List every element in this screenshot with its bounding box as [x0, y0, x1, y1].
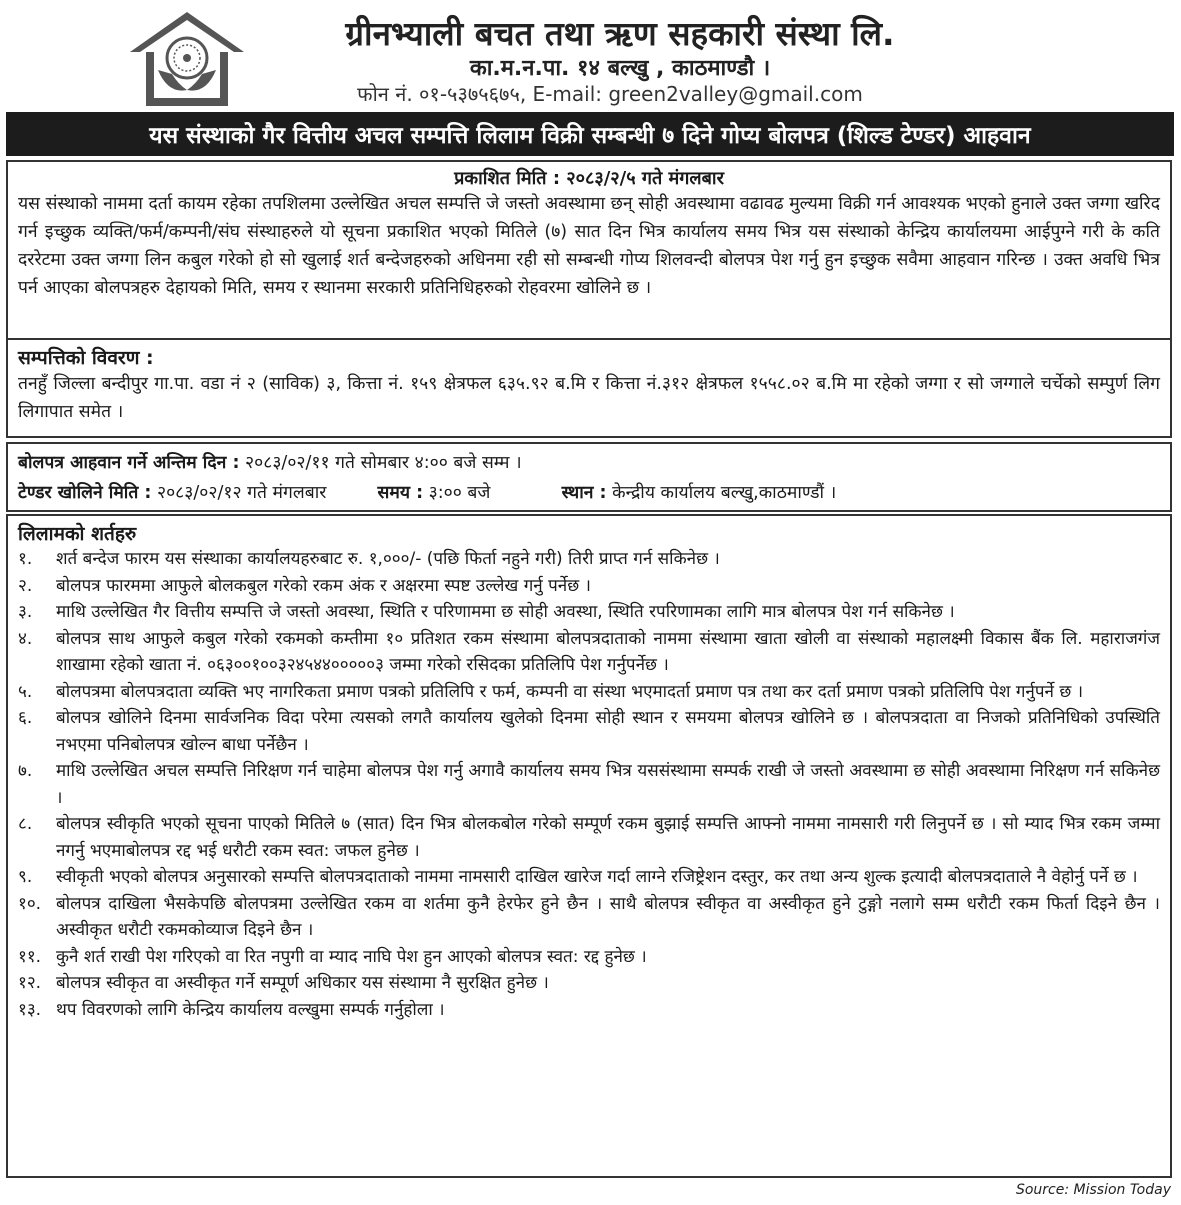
cooperative-logo-icon: [128, 8, 246, 108]
source-credit: Source: Mission Today: [1015, 1182, 1171, 1198]
notice-box: [6, 160, 1172, 340]
term-number: १.: [18, 549, 33, 569]
term-text: माथि उल्लेखित अचल सम्पत्ति निरिक्षण गर्न चाहेमा बोलपत्र पेश गर्नु अगावै कार्यालय समय भित्र यससंस्थामा सम्पर्क राखी जे जस्तो अवस्थामा छ सोही अवस्थामा निरिक्षण गर्न सकिनेछ ।: [56, 761, 1160, 808]
term-item: [18, 626, 1160, 679]
open-value: २०८३/०२/१२ गते मंगलबार: [156, 483, 327, 503]
term-text: बोलपत्र स्वीकृत वा अस्वीकृत गर्ने सम्पूर्ण अधिकार यस संस्थामा नै सुरक्षित हुनेछ ।: [56, 973, 549, 993]
org-address: का.म.न.पा. १४ बल्खु , काठमाण्डौ ।: [469, 56, 771, 81]
term-number: ३.: [18, 602, 33, 622]
property-text: तनहुँ जिल्ला बन्दीपुर गा.पा. वडा नं २ (साविक) ३, कित्ता नं. १५९ क्षेत्रफल ६३५.९२ ब.मि र कित्ता नं.३१२ क्षेत्रफल १५५८.०२ ब.मि मा रहेको जग्गा र सो जग्गाले चर्चेको सम्पुर्ण लिग लिगापात समेत ।: [18, 374, 1160, 422]
term-text: थप विवरणको लागि केन्द्रिय कार्यालय वल्खुमा सम्पर्क गर्नुहोला ।: [56, 999, 445, 1020]
notice-body: यस संस्थाको नाममा दर्ता कायम रहेका तपशिलमा उल्लेखित अचल सम्पत्ति जे जस्तो अवस्थामा छन् सोही अवस्थामा वढावढ मुल्यमा विक्री गर्न आवश्यक भएको हुनाले उक्त जग्गा खरिद गर्न इच्छुक व्यक्ति/फर्म/कम्पनी/संघ संस्थाहरुले यो सूचना प्रकाशित भएको मितिले (७) सात दिन भित्र कार्यालय समय भित्र यस संस्थाको केन्द्रिय कार्यालयमा आईपुग्ने गरी के कति दररेटमा उक्त जग्गा लिन कबुल गरेको हो सो खुलाई शर्त बन्देजहरुको अधिनमा रही सो सम्बन्धी गोप्य शिलवन्दी बोलपत्र पेश गर्नु हुन इच्छुक सवैमा आहवान गरिन्छ । उक्त अवधि भित्र पर्न आएका बोलपत्रहरु देहायको मिति, समय र स्थानमा सरकारी प्रतिनिधिहरुको रोहवरमा खोलिने छ ।: [18, 194, 1160, 298]
term-item: [18, 758, 1160, 811]
deadline-line: [8, 448, 1170, 478]
term-number: ५.: [18, 681, 33, 702]
term-number: २.: [18, 575, 33, 596]
org-contact: फोन नं. ०१-५३७५६७५, E-mail: green2valley@gmail.com: [357, 82, 863, 106]
term-text: शर्त बन्देज फारम यस संस्थाका कार्यालयहरुबाट रु. १,०००/- (पछि फिर्ता नहुने गरी) तिरी प्राप्त गर्न सकिनेछ ।: [56, 549, 720, 569]
term-number: १२.: [18, 973, 42, 993]
term-item: [18, 997, 1160, 1024]
term-number: ७.: [18, 761, 33, 781]
term-item: [18, 546, 1160, 573]
terms-list: [8, 546, 1170, 1023]
term-number: १०.: [18, 893, 42, 914]
term-text: बोलपत्र दाखिला भैसकेपछि बोलपत्रमा उल्लेखित रकम वा शर्तमा कुनै हेरफेर हुने छैन । साथै बोलपत्र स्वीकृत वा अस्वीकृत हुने टुङ्गो नलागे सम्म धरौटी रकम फिर्ता दिइने छैन । अस्वीकृत धरौटी रकमकोव्याज दिइने छैन ।: [56, 893, 1160, 940]
term-number: ८.: [18, 814, 33, 834]
place-value: केन्द्रीय कार्यालय बल्खु,काठमाण्डौं ।: [612, 483, 837, 503]
term-item: [18, 864, 1160, 891]
org-name: ग्रीनभ्याली बचत तथा ऋण सहकारी संस्था लि.: [345, 14, 895, 53]
published-date: प्रकाशित मिति : २०८३/२/५ गते मंगलबार: [454, 168, 724, 189]
term-item: [18, 811, 1160, 864]
term-item: [18, 573, 1160, 600]
term-number: ४.: [18, 628, 33, 649]
term-item: [18, 970, 1160, 997]
term-number: ६.: [18, 708, 33, 728]
time-label: समय :: [377, 483, 424, 503]
term-item: [18, 944, 1160, 971]
place-label: स्थान :: [561, 483, 607, 503]
header: [0, 0, 1181, 110]
term-text: स्वीकृती भएको बोलपत्र अनुसारको सम्पत्ति बोलपत्रदाताको नाममा नामसारी दाखिल खारेज गर्दा लाग्ने रजिष्ट्रेशन दस्तुर, कर तथा अन्य शुल्क इत्यादी बोलपत्रदाताले नै वेहोर्नु पर्ने छ ।: [56, 867, 1138, 887]
term-text: बोलपत्र साथ आफुले कबुल गरेको रकमको कम्तीमा १० प्रतिशत रकम संस्थामा बोलपत्रदाताको नाममा संस्थामा खाता खोली वा संस्थाको महालक्ष्मी विकास बैंक लि. महाराजगंज शाखामा रहेको खाता नं. ०६३००१००३२४५४४०००००३ जम्मा गरेको रसिदका प्रतिलिपि पेश गर्नुपर्नेछ ।: [56, 628, 1160, 675]
term-number: ९.: [18, 867, 33, 887]
term-item: [18, 599, 1160, 626]
term-text: बोलपत्र फारममा आफुले बोलकबुल गरेको रकम अंक र अक्षरमा स्पष्ट उल्लेख गर्नु पर्नेछ ।: [56, 575, 591, 596]
term-text: बोलपत्र खोलिने दिनमा सार्वजनिक विदा परेमा त्यसको लगतै कार्यालय खुलेको दिनमा सोही स्थान र समयमा बोलपत्र खोलिने छ । बोलपत्रदाता वा निजको प्रतिनिधिको उपस्थिति नभएमा पनिबोलपत्र खोल्न बाधा पर्नेछैन ।: [56, 708, 1160, 755]
notice-banner: यस संस्थाको गैर वित्तीय अचल सम्पत्ति लिलाम विक्री सम्बन्धी ७ दिने गोप्य बोलपत्र (शिल्ड टेण्डर) आहवान: [6, 112, 1174, 156]
opening-line: [8, 478, 1170, 508]
property-box: [6, 338, 1172, 438]
deadline-value: २०८३/०२/११ गते सोमबार ४:०० बजे सम्म ।: [245, 453, 522, 473]
term-text: माथि उल्लेखित गैर वित्तीय सम्पत्ति जे जस्तो अवस्था, स्थिति र परिणाममा छ सोही अवस्था, स्थिति रपरिणामका लागि मात्र बोलपत्र पेश गर्न सकिनेछ ।: [56, 602, 955, 622]
term-number: १३.: [18, 999, 42, 1020]
term-item: [18, 679, 1160, 706]
terms-title: लिलामको शर्तहरु: [18, 523, 137, 545]
term-text: बोलपत्र स्वीकृति भएको सूचना पाएको मितिले ७ (सात) दिन भित्र बोलकबोल गरेको सम्पूर्ण रकम बुझाई सम्पत्ति आफ्नो नाममा नामसारी गरी लिनुपर्ने छ । सो म्याद भित्र रकम जम्मा नगर्नु भएमाबोलपत्र रद्द भई धरौटी रकम स्वत: जफल हुनेछ ।: [56, 814, 1160, 861]
property-title: सम्पत्तिको विवरण :: [18, 347, 154, 369]
deadline-label: बोलपत्र आहवान गर्ने अन्तिम दिन :: [18, 453, 240, 473]
term-text: बोलपत्रमा बोलपत्रदाता व्यक्ति भए नागरिकता प्रमाण पत्रको प्रतिलिपि र फर्म, कम्पनी वा संस्था भएमादर्ता प्रमाण पत्र तथा कर दर्ता प्रमाण पत्रको प्रतिलिपि पेश गर्नुपर्ने छ ।: [56, 681, 1084, 702]
dates-box: [6, 442, 1172, 512]
term-text: कुनै शर्त राखी पेश गरिएको वा रित नपुगी वा म्याद नाघि पेश हुन आएको बोलपत्र स्वत: रद्द हुनेछ ।: [56, 946, 647, 967]
term-number: ११.: [18, 946, 42, 967]
terms-box: [6, 514, 1172, 1178]
open-label: टेण्डर खोलिने मिति :: [18, 483, 152, 503]
term-item: [18, 705, 1160, 758]
term-item: [18, 891, 1160, 944]
time-value: ३:०० बजे: [428, 483, 491, 503]
